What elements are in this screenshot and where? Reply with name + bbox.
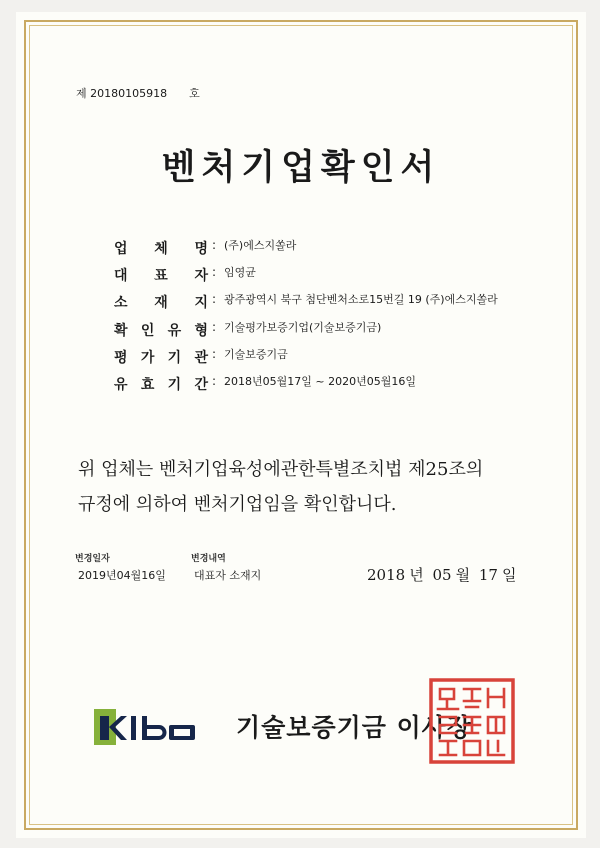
info-label-char: 확 (114, 323, 128, 339)
issue-month-unit: 월 (455, 566, 471, 584)
info-value: 2018년05월17일 ~ 2020년05월16일 (224, 375, 416, 388)
issue-year-unit: 년 (409, 566, 424, 584)
info-colon: : (212, 320, 217, 334)
info-label-char: 기 (167, 350, 182, 366)
issuer-name: 기술보증기금 이사장 (236, 713, 473, 742)
info-label-char: 가 (140, 350, 155, 366)
info-label (114, 320, 212, 340)
info-label-char: 명 (194, 241, 208, 257)
certificate-number-suffix: 호 (189, 87, 200, 100)
info-label-char: 유 (114, 377, 128, 393)
kibo-logo-letter-b (142, 716, 167, 740)
statement (78, 452, 548, 522)
info-label-char: 자 (194, 268, 208, 284)
info-row-representative (114, 265, 544, 292)
info-colon: : (212, 265, 217, 279)
info-row-company (114, 238, 544, 265)
info-row-agency (114, 347, 544, 374)
info-label-char: 인 (140, 323, 155, 339)
change-content: 대표자 소재지 (194, 569, 262, 582)
statement-line-1: 위 업체는 벤처기업육성에관한특별조치법 제25조의 (78, 459, 484, 480)
kibo-logo-letter-o (169, 725, 195, 740)
change-date-label: 변경일자 (75, 554, 110, 564)
info-label-char: 소 (114, 295, 128, 311)
issue-day: 17 (478, 566, 498, 584)
info-label (114, 292, 212, 312)
info-value: 기술평가보증기업(기술보증기금) (224, 321, 382, 334)
info-value: (주)에스지쏠라 (224, 239, 297, 252)
kibo-logo (94, 709, 214, 745)
info-label (114, 374, 212, 394)
info-colon: : (212, 347, 217, 361)
info-colon: : (212, 292, 217, 306)
info-label-char: 간 (194, 377, 208, 393)
official-seal (428, 677, 516, 765)
kibo-logo-letter-k-stem (100, 716, 109, 740)
statement-line-2: 규정에 의하여 벤처기업임을 확인합니다. (78, 494, 397, 515)
issue-year: 2018 (367, 566, 406, 584)
certificate-number-value: 제 20180105918 (76, 87, 168, 100)
info-value: 기술보증기금 (224, 348, 288, 361)
certificate-number (76, 85, 200, 101)
info-label (114, 238, 212, 258)
info-colon: : (212, 238, 217, 252)
info-label-char: 기 (167, 377, 182, 393)
change-content-label: 변경내역 (191, 554, 226, 564)
info-label (114, 347, 212, 367)
info-label-char: 유 (167, 323, 182, 339)
info-label-char: 재 (154, 295, 168, 311)
info-label-char: 대 (114, 268, 128, 284)
info-label-char: 표 (154, 268, 168, 284)
info-table (114, 238, 544, 401)
info-value: 임영균 (224, 266, 256, 279)
info-label-char: 효 (140, 377, 155, 393)
info-label-char: 체 (154, 241, 168, 257)
document-title: 벤처기업확인서 (161, 147, 441, 188)
info-label (114, 265, 212, 285)
seal-glyphs (438, 689, 504, 755)
info-label-char: 지 (194, 295, 208, 311)
info-label-char: 업 (114, 241, 128, 257)
info-row-address (114, 292, 544, 320)
info-label-char: 형 (194, 323, 208, 339)
kibo-logo-letter-i (131, 716, 136, 740)
info-row-validity (114, 374, 544, 401)
issue-day-unit: 일 (501, 566, 517, 584)
issue-month: 05 (432, 566, 452, 584)
info-value: 광주광역시 북구 첨단벤처소로15번길 19 (주)에스지쏠라 (224, 293, 498, 306)
info-row-type (114, 320, 544, 347)
info-label-char: 평 (114, 350, 128, 366)
info-colon: : (212, 374, 217, 388)
issue-date (367, 564, 520, 585)
info-label-char: 관 (194, 350, 208, 366)
change-date: 2019년04월16일 (78, 569, 166, 582)
certificate (16, 12, 586, 838)
